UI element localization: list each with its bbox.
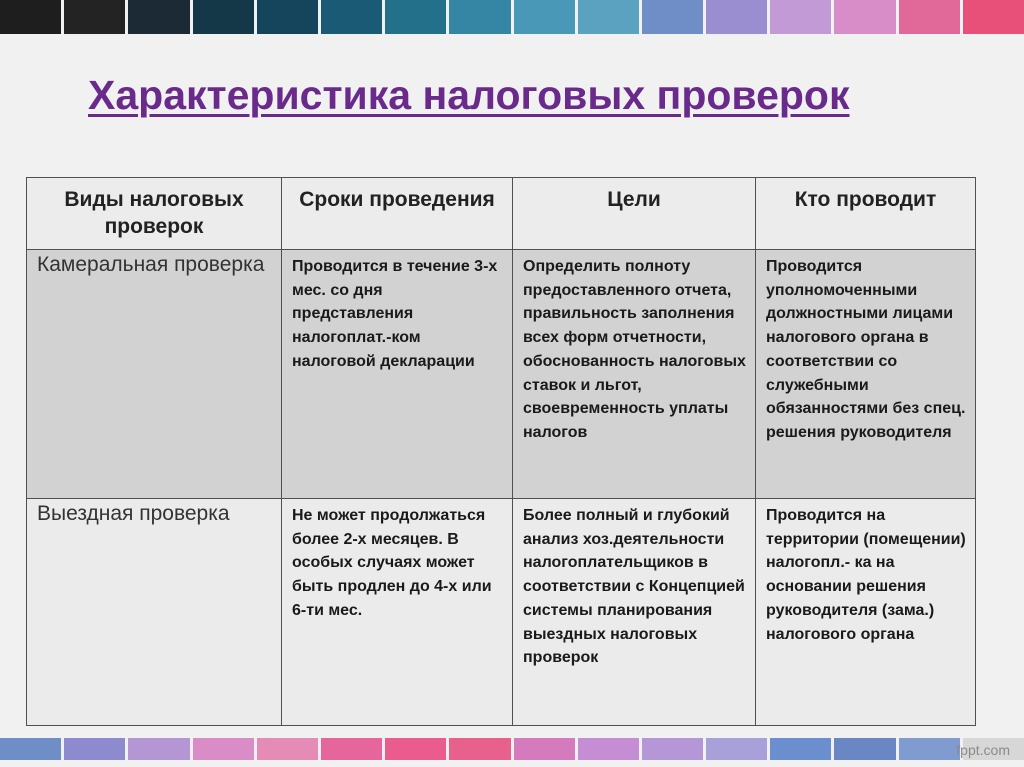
bottom-stripe-segment (449, 738, 510, 760)
term-cell: Не может продолжаться более 2-х месяцев. В особых случаях может быть продлен до 4-х или 6-ти мес. (282, 499, 513, 726)
top-stripe-segment (578, 0, 639, 34)
tax-audit-table (26, 177, 976, 726)
header-terms: Сроки проведения (282, 178, 513, 250)
bottom-stripe-segment (578, 738, 639, 760)
top-stripe-segment (321, 0, 382, 34)
table-row (27, 499, 976, 726)
top-stripe-segment (128, 0, 189, 34)
audit-type-cell: Выездная проверка (27, 499, 282, 726)
top-stripe-segment (64, 0, 125, 34)
who-cell: Проводится уполномоченными должностными лицами налогового органа в соответствии со служебными обязанностями без спец. решения руководителя (756, 250, 976, 499)
goal-cell: Определить полноту предоставленного отчета, правильность заполнения всех форм отчетности, обоснованность налоговых ставок и льгот, своевременность уплаты налогов (513, 250, 756, 499)
top-stripe-segment (449, 0, 510, 34)
term-cell: Проводится в течение 3-х мес. со дня представления налогоплат.-ком налоговой декларации (282, 250, 513, 499)
header-goals: Цели (513, 178, 756, 250)
header-who-conducts: Кто проводит (756, 178, 976, 250)
bottom-stripe-segment (193, 738, 254, 760)
audit-type-cell: Камеральная проверка (27, 250, 282, 499)
who-cell: Проводится на территории (помещении) налогопл.- ка на основании решения руководителя (зама.) налогового органа (756, 499, 976, 726)
bottom-stripe-segment (128, 738, 189, 760)
bottom-stripe-segment (706, 738, 767, 760)
top-stripe-segment (514, 0, 575, 34)
bottom-stripe-segment (321, 738, 382, 760)
bottom-stripe-segment (385, 738, 446, 760)
bottom-stripe-segment (0, 738, 61, 760)
bottom-stripe-segment (257, 738, 318, 760)
header-audit-types: Виды налоговых проверок (27, 178, 282, 250)
top-color-stripe (0, 0, 1024, 34)
bottom-stripe-segment (514, 738, 575, 760)
bottom-color-stripe (0, 738, 1024, 767)
top-stripe-segment (193, 0, 254, 34)
top-stripe-segment (899, 0, 960, 34)
slide-title: Характеристика налоговых проверок (88, 72, 850, 118)
top-stripe-segment (963, 0, 1024, 34)
top-stripe-segment (385, 0, 446, 34)
bottom-stripe-segment (642, 738, 703, 760)
top-stripe-segment (257, 0, 318, 34)
top-stripe-segment (834, 0, 895, 34)
top-stripe-segment (770, 0, 831, 34)
watermark: fppt.com (956, 742, 1010, 758)
top-stripe-segment (0, 0, 61, 34)
top-stripe-segment (706, 0, 767, 34)
bottom-stripe-segment (770, 738, 831, 760)
top-stripe-segment (642, 0, 703, 34)
goal-cell: Более полный и глубокий анализ хоз.деятельности налогоплательщиков в соответствии с Концепцией системы планирования выездных налоговых проверок (513, 499, 756, 726)
bottom-stripe-segment (899, 738, 960, 760)
table-header-row (27, 178, 976, 250)
bottom-stripe-segment (834, 738, 895, 760)
table-row (27, 250, 976, 499)
bottom-stripe-segment (64, 738, 125, 760)
